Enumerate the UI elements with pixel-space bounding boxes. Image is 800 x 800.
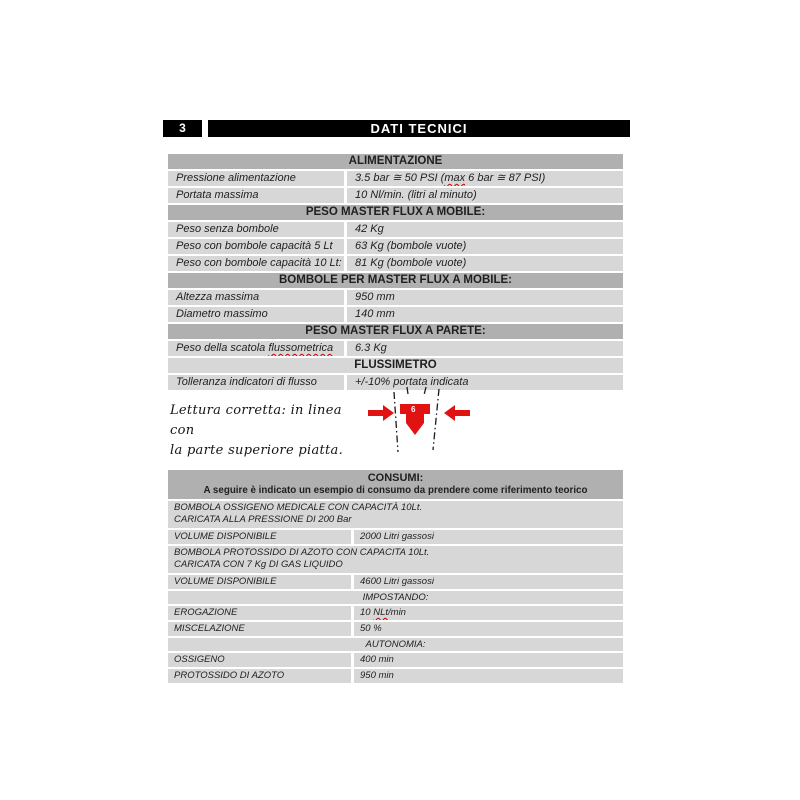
bombola-ossigeno-row: BOMBOLA OSSIGENO MEDICALE CON CAPACITÀ 10Lt. CARICATA ALLA PRESSIONE DI 200 Bar: [168, 501, 623, 528]
consumi-subtitle: A seguire è indicato un esempio di consumo da prendere come riferimento teorico: [203, 485, 588, 496]
row-label: Altezza massima: [168, 290, 344, 305]
spellcheck-word: flussometrica: [268, 342, 334, 354]
right-arrow-icon: [368, 405, 394, 421]
row-label: VOLUME DISPONIBILE: [168, 530, 351, 544]
row-value: 6.3 Kg: [347, 341, 623, 356]
row-label: Peso con bombole capacità 10 Lt:: [168, 256, 344, 271]
bombola-protossido-row: BOMBOLA PROTOSSIDO DI AZOTO CON CAPACITA 10Lt. CARICATA CON 7 Kg DI GAS LIQUIDO: [168, 546, 623, 573]
row-value: 50 %: [354, 622, 623, 636]
row-label: Pressione alimentazione: [168, 171, 344, 186]
technical-data-table: [168, 154, 623, 390]
row-label: OSSIGENO: [168, 653, 351, 667]
consumi-title: CONSUMI:: [367, 472, 424, 484]
row-value: 63 Kg (bombole vuote): [347, 239, 623, 254]
handwritten-note: Lettura corretta: in linea con la parte superiore piatta.: [170, 403, 344, 458]
section-header-bombole: BOMBOLE PER MASTER FLUX A MOBILE:: [168, 273, 623, 288]
row-value: 42 Kg: [347, 222, 623, 237]
chapter-number: 3: [163, 120, 202, 137]
row-value: 4600 Litri gassosi: [354, 575, 623, 589]
row-label: Tolleranza indicatori di flusso: [168, 375, 344, 390]
float-label: 6: [411, 405, 416, 414]
left-arrow-icon: [444, 405, 470, 421]
row-label: Peso con bombole capacità 5 Lt: [168, 239, 344, 254]
row-label: Peso senza bombole: [168, 222, 344, 237]
section-header-alimentazione: ALIMENTAZIONE: [168, 154, 623, 169]
row-value: 10 NLt/min: [354, 606, 623, 620]
row-value: 950 mm: [347, 290, 623, 305]
chapter-header: [163, 120, 630, 137]
tube-mark: [407, 387, 408, 394]
section-header-peso-mobile: PESO MASTER FLUX A MOBILE:: [168, 205, 623, 220]
row-label: VOLUME DISPONIBILE: [168, 575, 351, 589]
subsection-autonomia: AUTONOMIA:: [168, 638, 623, 651]
row-value: 3.5 bar ≅ 50 PSI (max 6 bar ≅ 87 PSI): [347, 171, 623, 186]
row-value: 950 min: [354, 669, 623, 683]
section-header-flussimetro: FLUSSIMETRO: [168, 358, 623, 373]
spellcheck-word: NLt: [373, 607, 389, 618]
row-label: Peso della scatola flussometrica: [168, 341, 344, 356]
tube-mark: [424, 387, 426, 395]
section-header-peso-parete: PESO MASTER FLUX A PARETE:: [168, 324, 623, 339]
row-value: 10 Nl/min. (litri al minuto): [347, 188, 623, 203]
row-label: PROTOSSIDO DI AZOTO: [168, 669, 351, 683]
consumption-table: [168, 470, 623, 683]
row-value: +/-10% portata indicata: [347, 375, 623, 390]
row-label: MISCELAZIONE: [168, 622, 351, 636]
spellcheck-word: max: [444, 172, 466, 184]
row-value: 400 min: [354, 653, 623, 667]
row-label: Diametro massimo: [168, 307, 344, 322]
section-header-consumi: [168, 470, 623, 499]
flowmeter-illustration: [360, 386, 478, 460]
row-label: Portata massima: [168, 188, 344, 203]
row-value: 140 mm: [347, 307, 623, 322]
row-value: 81 Kg (bombole vuote): [347, 256, 623, 271]
page-title: DATI TECNICI: [208, 120, 630, 137]
tube-wall-right: [433, 389, 439, 450]
row-label: EROGAZIONE: [168, 606, 351, 620]
subsection-impostando: IMPOSTANDO:: [168, 591, 623, 604]
tube-wall-left: [394, 392, 398, 452]
row-value: 2000 Litri gassosi: [354, 530, 623, 544]
